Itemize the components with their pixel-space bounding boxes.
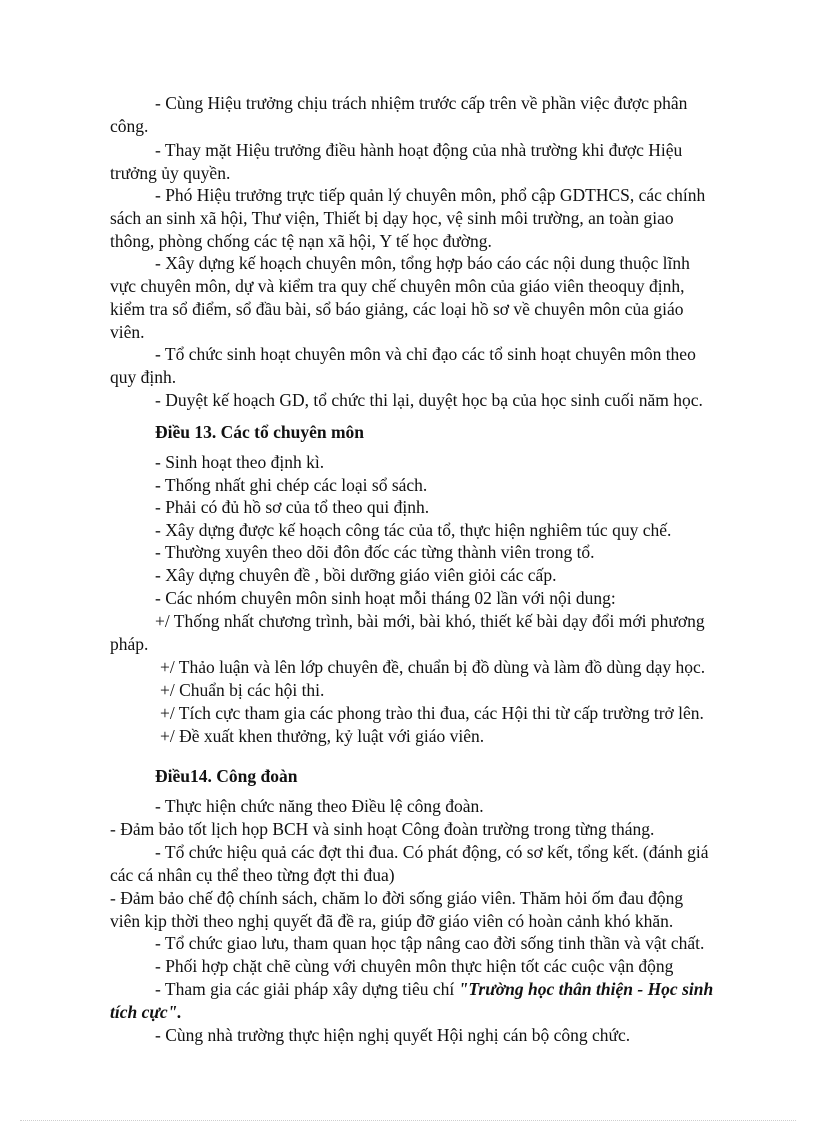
emphasis-text: "Trường học thân thiện - Học sinh [458,979,714,999]
list-item: pháp. [110,634,149,654]
text-line: - Xây dựng kế hoạch chuyên môn, tổng hợp báo cáo các nội dung thuộc lĩnh [155,253,690,273]
text-line: thông, phòng chống các tệ nạn xã hội, Y tế học đường. [110,231,492,251]
list-item: - Tổ chức giao lưu, tham quan học tập nâng cao đời sống tinh thần và vật chất. [155,933,705,953]
list-item: +/ Thống nhất chương trình, bài mới, bài khó, thiết kế bài dạy đổi mới phương [155,611,705,631]
list-item: - Thống nhất ghi chép các loại sổ sách. [155,475,428,495]
list-item: - Xây dựng được kế hoạch công tác của tổ, thực hiện nghiêm túc quy chế. [155,520,672,540]
text-line: - Tổ chức sinh hoạt chuyên môn và chỉ đạo các tổ sinh hoạt chuyên môn theo [155,344,696,364]
list-item: - Đảm bảo chế độ chính sách, chăm lo đời sống giáo viên. Thăm hỏi ốm đau động [110,888,684,908]
list-item: các cá nhân cụ thể theo từng đợt thi đua) [110,865,395,885]
list-item: - Xây dựng chuyên đề , bồi dưỡng giáo viên giỏi các cấp. [155,565,557,585]
text-line: công. [110,116,149,136]
list-item: - Cùng nhà trường thực hiện nghị quyết Hội nghị cán bộ công chức. [155,1025,631,1045]
list-item: viên kịp thời theo nghị quyết đã đề ra, giúp đỡ giáo viên có hoàn cảnh khó khăn. [110,911,674,931]
emphasis-text: tích cực". [110,1002,182,1022]
text-line: viên. [110,322,145,342]
list-item: +/ Tích cực tham gia các phong trào thi đua, các Hội thi từ cấp trường trở lên. [160,703,704,723]
text-line: trưởng ủy quyền. [110,163,231,183]
text-line: quy định. [110,367,177,387]
list-item: - Các nhóm chuyên môn sinh hoạt mỗi tháng 02 lần với nội dung: [155,588,616,608]
list-item: - Thường xuyên theo dõi đôn đốc các từng thành viên trong tổ. [155,542,595,562]
text-line: sách an sinh xã hội, Thư viện, Thiết bị dạy học, vệ sinh môi trường, an toàn giao [110,208,674,228]
list-item: - Phải có đủ hồ sơ của tổ theo qui định. [155,497,430,517]
text-line: - Cùng Hiệu trưởng chịu trách nhiệm trước cấp trên về phần việc được phân [155,93,688,113]
list-item: +/ Chuẩn bị các hội thi. [160,680,325,700]
list-item [155,978,713,1000]
footer-divider [20,1120,796,1121]
list-item: - Phối hợp chặt chẽ cùng với chuyên môn thực hiện tốt các cuộc vận động [155,956,674,976]
list-item: +/ Đề xuất khen thưởng, kỷ luật với giáo viên. [160,726,485,746]
text-line: kiểm tra sổ điểm, sổ đầu bài, sổ báo giảng, các loại hồ sơ về chuyên môn của giáo [110,299,684,319]
list-item: - Thực hiện chức năng theo Điều lệ công đoàn. [155,796,484,816]
list-item: - Sinh hoạt theo định kì. [155,452,325,472]
text-line: - Thay mặt Hiệu trưởng điều hành hoạt động của nhà trường khi được Hiệu [155,140,683,160]
text-line: - Duyệt kế hoạch GD, tổ chức thi lại, duyệt học bạ của học sinh cuối năm học. [155,390,703,410]
text-line: - Phó Hiệu trưởng trực tiếp quản lý chuyên môn, phổ cập GDTHCS, các chính [155,185,706,205]
list-item-text: - Tham gia các giải pháp xây dựng tiêu chí [155,979,459,999]
section-heading: Điều14. Công đoàn [155,766,298,786]
text-line: vực chuyên môn, dự và kiểm tra quy chế chuyên môn của giáo viên theoquy định, [110,276,685,296]
list-item: - Tổ chức hiệu quả các đợt thi đua. Có phát động, có sơ kết, tổng kết. (đánh giá [155,842,709,862]
list-item: - Đảm bảo tốt lịch họp BCH và sinh hoạt Công đoàn trường trong từng tháng. [110,819,655,839]
list-item: +/ Thảo luận và lên lớp chuyên đề, chuẩn bị đồ dùng và làm đồ dùng dạy học. [160,657,706,677]
section-heading: Điều 13. Các tổ chuyên môn [155,422,365,442]
